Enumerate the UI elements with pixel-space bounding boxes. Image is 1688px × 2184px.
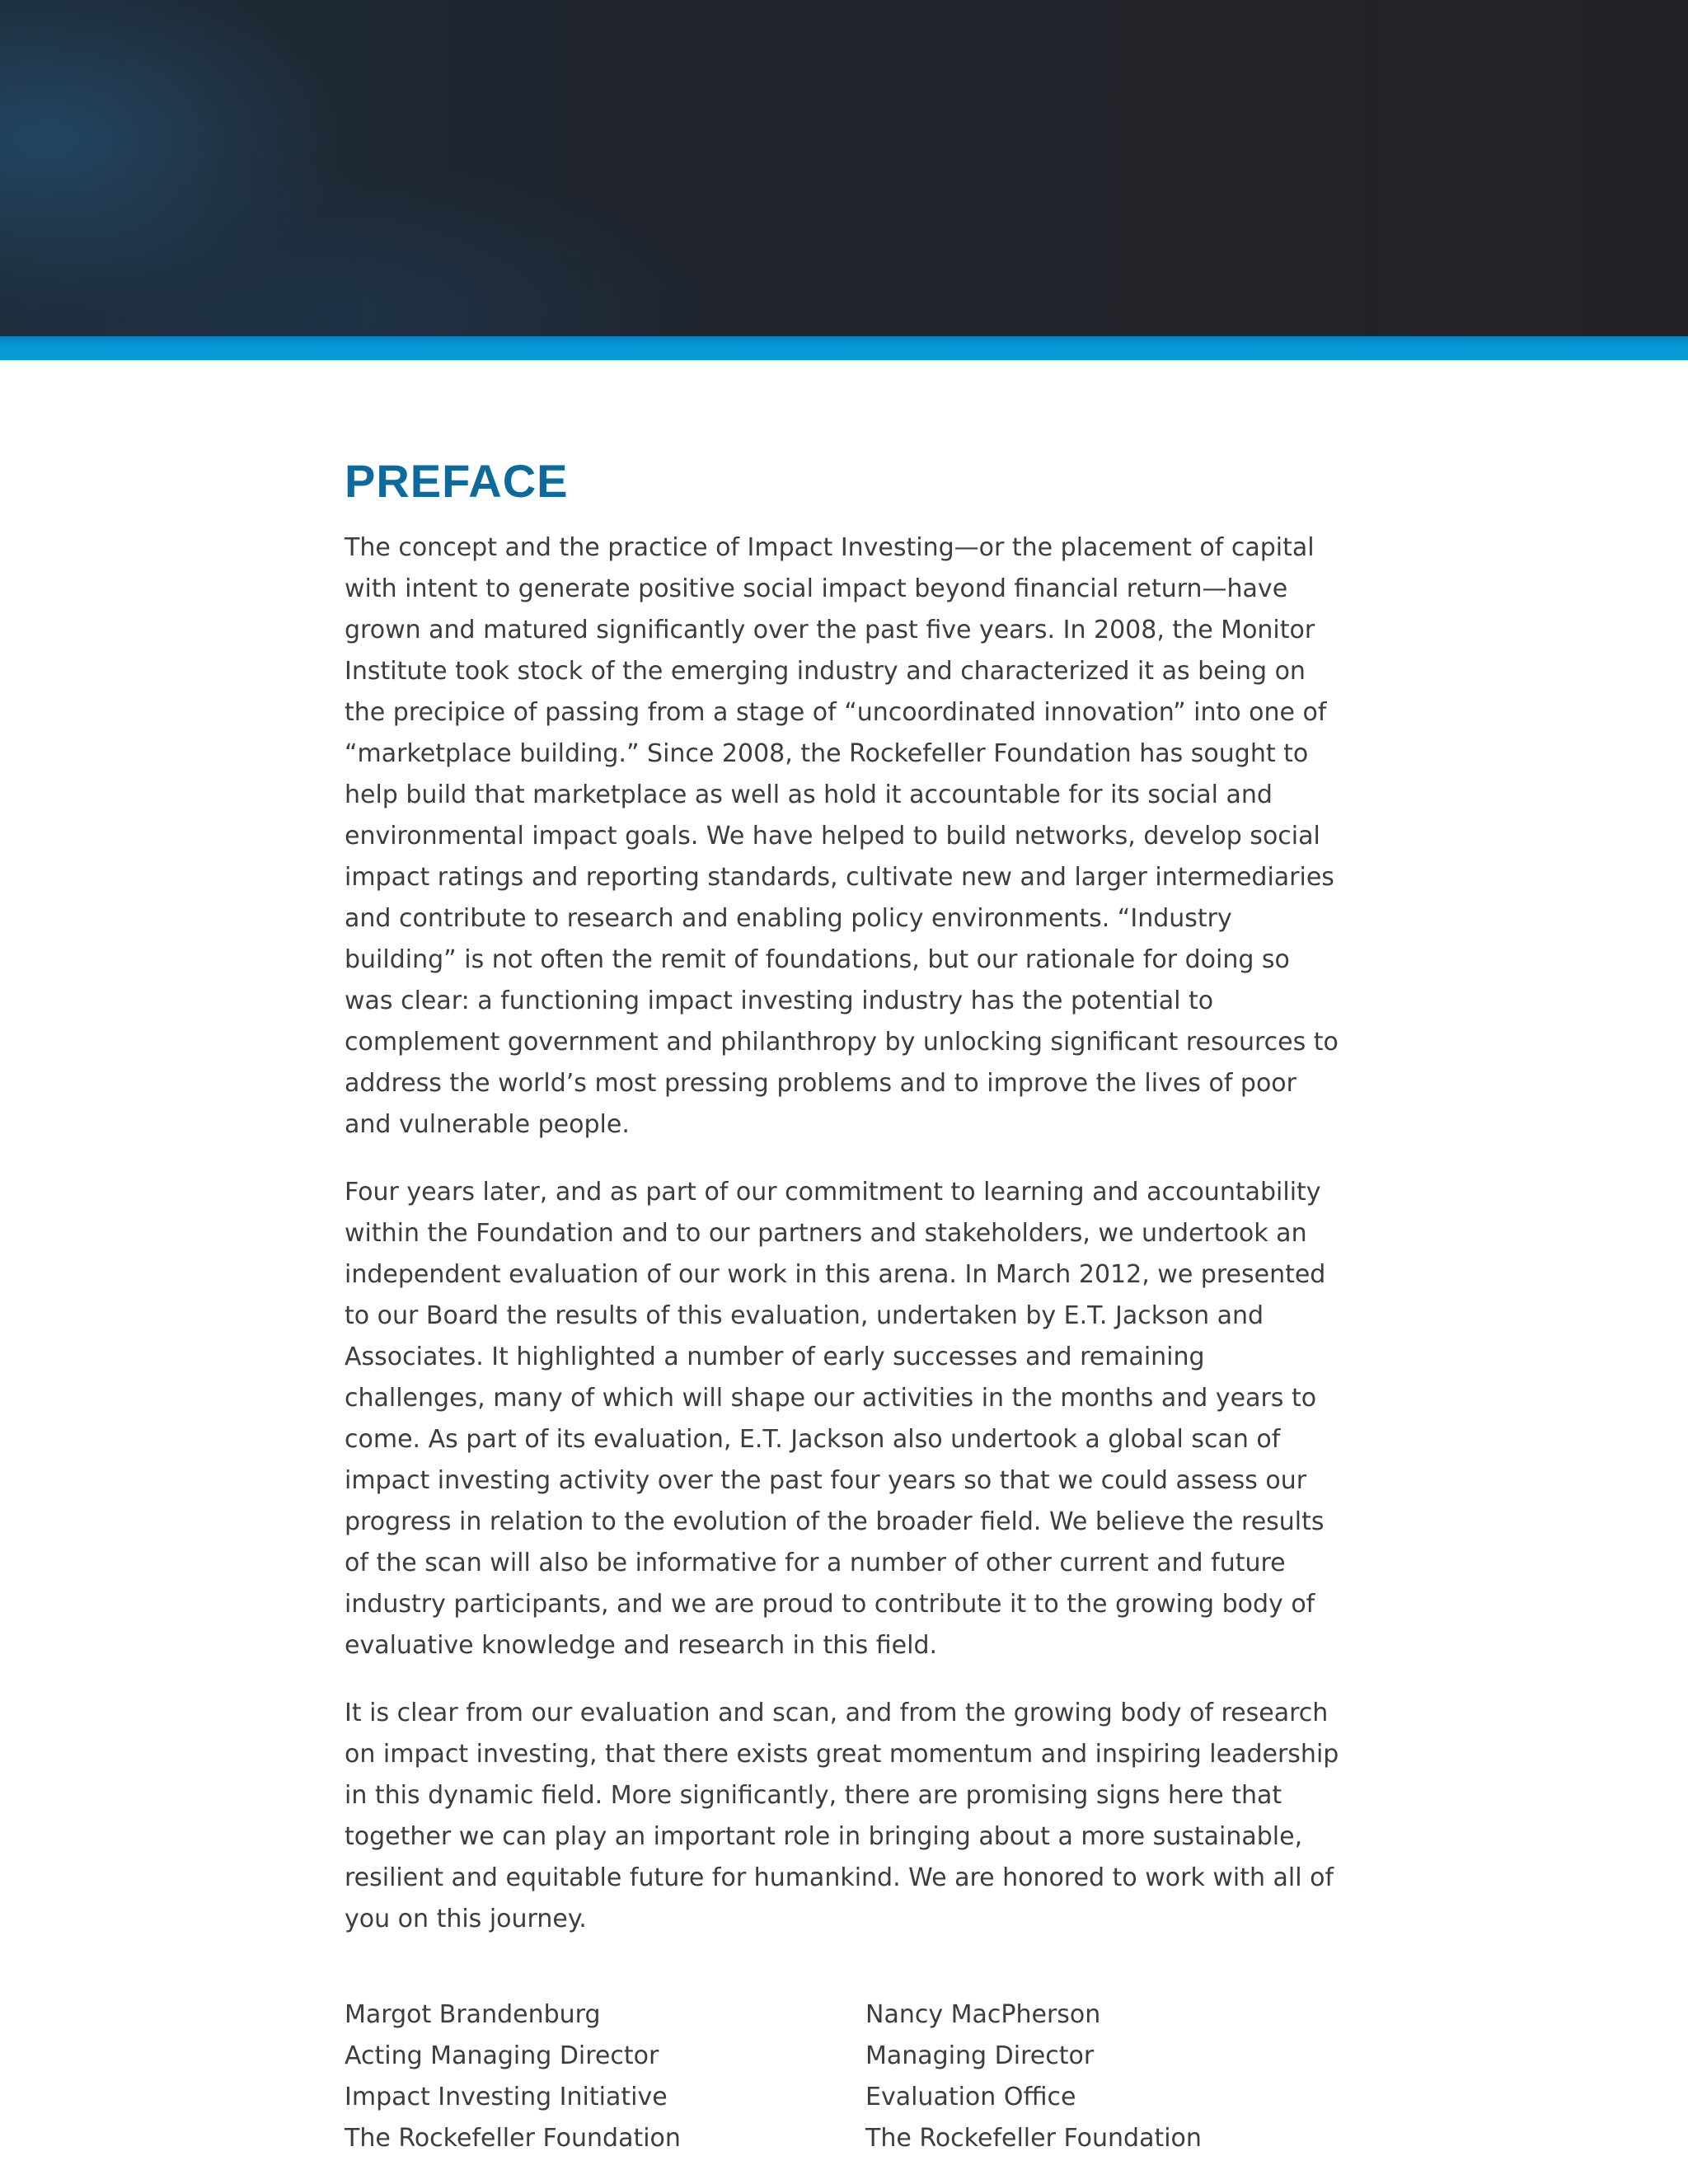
- signature-block: [345, 1994, 1342, 2159]
- paragraph-evaluation: Four years later, and as part of our commitment to learning and accountability within the Foundation and to our partners and stakeholders, we undertook an independent evaluation of our work in this arena. In March 2012, we presented to our Board the results of this evaluation, undertaken by E.T. Jackson and Associates. It highlighted a number of early successes and remaining challenges, many of which will shape our activities in the months and years to come. As part of its evaluation, E.T. Jackson also undertook a global scan of impact investing activity over the past four years so that we could assess our progress in relation to the evolution of the broader field. We believe the results of the scan will also be informative for a number of other current and future industry participants, and we are proud to contribute it to the growing body of evaluative knowledge and research in this field.: [345, 1178, 1326, 1660]
- header-image-band: [0, 0, 1688, 336]
- signatory-organization: The Rockefeller Foundation: [865, 2124, 1202, 2153]
- signatory-unit: Evaluation Office: [865, 2083, 1076, 2111]
- paragraph-intro: The concept and the practice of Impact Investing—or the placement of capital with intent to generate positive social impact beyond financial return—have grown and matured significantly over the past five years. In 2008, the Monitor Institute took stock of the emerging industry and characterized it as being on the precipice of passing from a stage of “uncoordinated innovation” into one of “marketplace building.” Since 2008, the Rockefeller Foundation has sought to help build that marketplace as well as hold it accountable for its social and environmental impact goals. We have helped to build networks, develop social impact ratings and reporting standards, cultivate new and larger intermediaries and contribute to research and enabling policy environments. “Industry building” is not often the remit of foundations, but our rationale for doing so was clear: a functioning impact investing industry has the potential to complement government and philanthropy by unlocking significant resources to address the world’s most pressing problems and to improve the lives of poor and vulnerable people.: [345, 533, 1339, 1139]
- preface-content: [345, 452, 1342, 2159]
- signatory-name: Margot Brandenburg: [345, 2000, 601, 2029]
- signatory-name: Nancy MacPherson: [865, 2000, 1101, 2029]
- signatory-title: Acting Managing Director: [345, 2041, 659, 2070]
- page-title: PREFACE: [345, 455, 569, 507]
- signatory-organization: The Rockefeller Foundation: [345, 2124, 681, 2153]
- paragraph-closing: It is clear from our evaluation and scan, and from the growing body of research on impact investing, that there exists great momentum and inspiring leadership in this dynamic field. More significantly, there are promising signs here that together we can play an important role in bringing about a more sustainable, resilient and equitable future for humankind. We are honored to work with all of you on this journey.: [345, 1699, 1339, 1933]
- signature-left: [345, 1994, 865, 2159]
- accent-bar: [0, 336, 1688, 360]
- signatory-unit: Impact Investing Initiative: [345, 2083, 668, 2111]
- signatory-title: Managing Director: [865, 2041, 1095, 2070]
- signature-right: [865, 1994, 1342, 2159]
